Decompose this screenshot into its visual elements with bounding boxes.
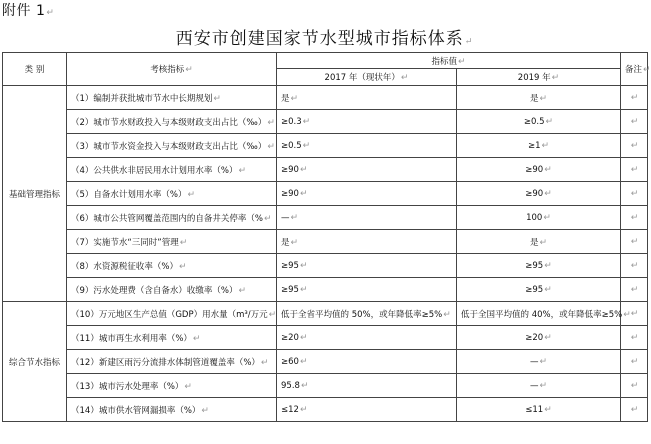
note-cell: ↵: [621, 398, 648, 422]
indicator-cell: （8）水资源税征收率（%）↵: [67, 254, 277, 278]
table-row: [3, 302, 648, 326]
value-2017-cell: 低于全省平均值的 50%，或年降低率≥5%↵: [277, 302, 457, 326]
value-2017-cell: —↵: [277, 206, 457, 230]
value-2017-cell: ≥95↵: [277, 278, 457, 302]
indicator-cell: （12）新建区雨污分流排水体制管道覆盖率（%）↵: [67, 350, 277, 374]
note-cell: ↵: [621, 206, 648, 230]
note-cell: ↵: [621, 230, 648, 254]
table-row: [3, 158, 648, 182]
value-2019-cell: ≥20↵: [457, 326, 621, 350]
value-2019-cell: —↵: [457, 350, 621, 374]
note-cell: ↵: [621, 134, 648, 158]
note-cell: ↵: [621, 326, 648, 350]
note-cell: ↵: [621, 182, 648, 206]
header-category: 类 别: [3, 53, 67, 86]
table-row: [3, 374, 648, 398]
table-row: [3, 86, 648, 110]
value-2017-cell: ≥0.3↵: [277, 110, 457, 134]
value-2017-cell: ≥90↵: [277, 158, 457, 182]
note-cell: ↵: [621, 158, 648, 182]
indicator-cell: （2）城市节水财政投入与本级财政支出占比（‰）↵: [67, 110, 277, 134]
indicator-cell: （5）自备水计划用水率（%）↵: [67, 182, 277, 206]
category-cell: 综合节水指标: [3, 302, 67, 422]
value-2017-cell: ≤12↵: [277, 398, 457, 422]
value-2017-cell: 95.8↵: [277, 374, 457, 398]
value-2019-cell: ≥1↵: [457, 134, 621, 158]
value-2019-cell: ≤11↵: [457, 398, 621, 422]
value-2017-cell: 是↵: [277, 230, 457, 254]
indicator-cell: （6）城市公共管网覆盖范围内的自备井关停率（%↵: [67, 206, 277, 230]
header-2017: 2017 年（现状年）↵: [277, 69, 457, 86]
note-cell: ↵: [621, 110, 648, 134]
document-title: 西安市创建国家节水型城市指标体系↵: [175, 29, 474, 49]
value-2019-cell: 低于全国平均值的 40%，或年降低率≥5%↵: [457, 302, 621, 326]
header-note: 备注↵: [621, 53, 648, 86]
indicator-cell: （11）城市再生水利用率（%）↵: [67, 326, 277, 350]
note-cell: ↵: [621, 86, 648, 110]
value-2019-cell: ≥0.5↵: [457, 110, 621, 134]
indicator-cell: （7）实施节水“三同时”管理↵: [67, 230, 277, 254]
value-2019-cell: 是↵: [457, 230, 621, 254]
indicator-cell: （9）污水处理费（含自备水）收缴率（%）↵: [67, 278, 277, 302]
note-cell: ↵: [621, 254, 648, 278]
table-row: [3, 182, 648, 206]
value-2017-cell: ≥60↵: [277, 350, 457, 374]
value-2019-cell: ≥95↵: [457, 278, 621, 302]
table-row: [3, 326, 648, 350]
table-row: [3, 278, 648, 302]
indicator-cell: （4）公共供水非居民用水计划用水率（%）↵: [67, 158, 277, 182]
table-row: [3, 206, 648, 230]
note-cell: ↵: [621, 278, 648, 302]
value-2019-cell: ≥90↵: [457, 182, 621, 206]
value-2017-cell: ≥0.5↵: [277, 134, 457, 158]
table-row: [3, 134, 648, 158]
value-2017-cell: ≥95↵: [277, 254, 457, 278]
table-row: [3, 254, 648, 278]
category-cell: 基础管理指标: [3, 86, 67, 302]
table-row: [3, 230, 648, 254]
value-2019-cell: 100↵: [457, 206, 621, 230]
header-indicator: 考核指标↵: [67, 53, 277, 86]
table-row: [3, 398, 648, 422]
note-cell: ↵: [621, 302, 648, 326]
value-2019-cell: ≥90↵: [457, 158, 621, 182]
indicator-cell: （3）城市节水资金投入与本级财政支出占比（‰）↵: [67, 134, 277, 158]
note-cell: ↵: [621, 350, 648, 374]
value-2017-cell: ≥20↵: [277, 326, 457, 350]
indicator-cell: （1）编制并获批城市节水中长期规划↵: [67, 86, 277, 110]
indicator-cell: （14）城市供水管网漏损率（%）↵: [67, 398, 277, 422]
indicator-cell: （13）城市污水处理率（%）↵: [67, 374, 277, 398]
attachment-label: 附件 1↵: [2, 3, 55, 19]
indicator-table: [2, 52, 651, 422]
value-2017-cell: ≥90↵: [277, 182, 457, 206]
note-cell: ↵: [621, 374, 648, 398]
value-2019-cell: ≥95↵: [457, 254, 621, 278]
table-row: [3, 110, 648, 134]
value-2019-cell: 是↵: [457, 86, 621, 110]
header-2019: 2019 年↵: [457, 69, 621, 86]
value-2019-cell: —↵: [457, 374, 621, 398]
value-2017-cell: 是↵: [277, 86, 457, 110]
table-row: [3, 350, 648, 374]
header-target: 指标值↵: [277, 53, 621, 69]
indicator-cell: （10）万元地区生产总值（GDP）用水量（m³/万元↵: [67, 302, 277, 326]
